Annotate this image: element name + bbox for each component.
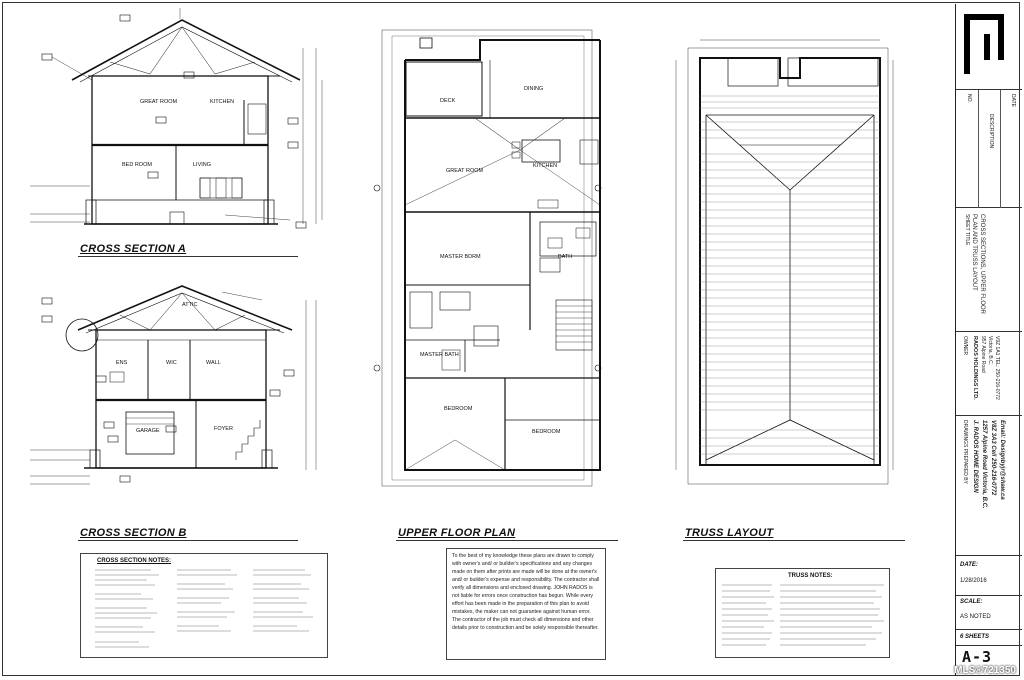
date-value: 1/28/2016: [960, 578, 987, 584]
sheet-title-cell: [956, 208, 1022, 332]
cross-section-a-drawing: [30, 8, 322, 228]
disclaimer-text: To the best of my knowledge these plans are drawn to comply with owner's and/ or builder's specifications and any changes made on them after prints are made will be done at the owner's and/ or builder's expense and responsibility. The contractor shall verify all dimensions and enclosed drawing. JOHN RADOS is not liable for errors once construction has begun. While every effort has been made in the preparation of this plan to avoid mistakes, the maker can not guarantee against human error. The contractor of the job must check all dimensions and other details prior to construction and be solely responsible thereafter.: [446, 548, 606, 660]
designer-address-2: V8Z 3A3 Cell 250-216-0772: [990, 420, 996, 496]
sheets-cell: [956, 630, 1022, 646]
owner-cell: [956, 332, 1022, 416]
label-master-bdrm: MASTER BDRM: [440, 254, 481, 260]
title-upper-floor-plan: UPPER FLOOR PLAN: [398, 527, 516, 539]
truss-notes-box: [715, 568, 890, 658]
label-great-room: GREAT ROOM: [446, 168, 484, 174]
title-block-logo-cell: [956, 4, 1022, 90]
truss-notes-lines: [716, 569, 891, 659]
title-cross-section-a: CROSS SECTION A: [80, 243, 187, 255]
title-truss-layout: TRUSS LAYOUT: [685, 527, 774, 539]
notes-text-lines: [81, 554, 329, 659]
designer-name: J. RADOS HOME DESIGN: [972, 420, 978, 493]
sheet-title-label: SHEET TITLE: [964, 214, 970, 246]
title-rule-b: [78, 540, 298, 541]
owner-address-1: 957 Alpine Road: [980, 336, 986, 373]
title-rule-a: [78, 256, 298, 257]
designer-email: Email: Designbyjr@shaw.ca: [999, 420, 1005, 500]
designer-cell: [956, 416, 1022, 556]
title-rule-truss: [683, 540, 905, 541]
label-wall-b: WALL: [206, 360, 221, 366]
cross-section-notes-box: [80, 553, 328, 658]
date-label: DATE:: [960, 562, 978, 568]
title-rule-plan: [396, 540, 618, 541]
label-wic-b: WIC: [166, 360, 177, 366]
label-attic-b: ATTIC: [182, 302, 198, 308]
label-deck: DECK: [440, 98, 456, 104]
scale-label: SCALE:: [960, 599, 983, 605]
cross-section-b-drawing: [30, 286, 316, 484]
scale-cell: [956, 596, 1022, 630]
label-kitchen-a: KITCHEN: [210, 99, 235, 105]
owner-label: OWNER: [962, 336, 968, 356]
truss-notes-title: TRUSS NOTES:: [788, 573, 833, 579]
designer-address-1: 1257 Alpine Road Victoria, B.C.: [981, 420, 987, 509]
owner-address-2: Victoria, B.C.: [987, 336, 993, 366]
designer-label: DRAWINGS PREPARED BY: [962, 420, 968, 484]
label-kitchen: KITCHEN: [533, 163, 558, 169]
label-foyer-b: FOYER: [214, 426, 233, 432]
label-garage-b: GARAGE: [136, 428, 160, 434]
date-cell: [956, 556, 1022, 596]
logo-icon: [956, 4, 1022, 90]
label-bath: BATH: [558, 254, 573, 260]
label-bedroom-a: BED ROOM: [122, 162, 152, 168]
cross-section-notes-title: CROSS SECTION NOTES:: [97, 558, 172, 564]
sheet-number: A-3: [962, 648, 993, 666]
scale-value: AS NOTED: [960, 614, 991, 620]
mls-watermark: MLS®721350: [954, 665, 1016, 676]
rev-date-label: DATE: [1010, 94, 1016, 107]
title-cross-section-b: CROSS SECTION B: [80, 527, 187, 539]
owner-address-3: V9Z 1A1 TEL: 250-216-0772: [994, 336, 1000, 400]
label-great-room-a: GREAT ROOM: [140, 99, 178, 105]
revisions-cell: [956, 90, 1022, 208]
label-living-a: LIVING: [193, 162, 212, 168]
title-block: [955, 4, 1022, 676]
label-bedroom-2: BEDROOM: [532, 429, 561, 435]
rev-description-label: DESCRIPTION: [988, 114, 994, 149]
owner-name: RADOS HOLDINGS LTD.: [972, 336, 978, 400]
sheets-count: 6 SHEETS: [960, 634, 990, 640]
label-dining: DINING: [524, 86, 544, 92]
label-master-bath: MASTER BATH: [420, 352, 459, 358]
label-ens-b: ENS: [116, 360, 128, 366]
truss-layout-drawing: [676, 40, 893, 484]
rev-no-label: NO.: [966, 94, 972, 103]
label-bedroom-1: BEDROOM: [444, 406, 473, 412]
sheet-title-value: CROSS SECTIONS, UPPER FLOOR PLAN AND TRUSS LAYOUT: [971, 214, 985, 315]
